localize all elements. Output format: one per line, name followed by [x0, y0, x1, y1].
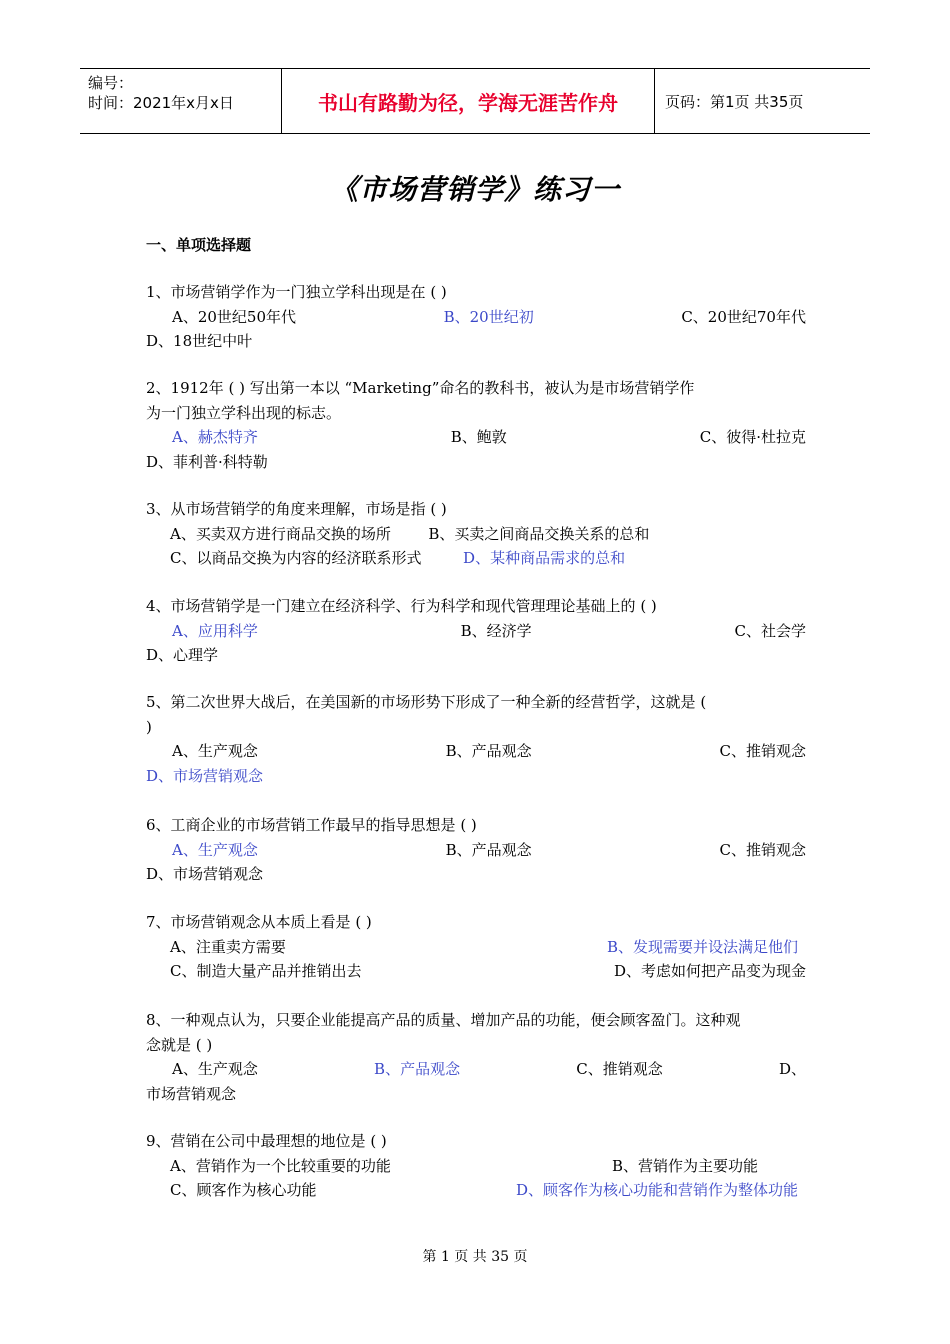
option-d-label: D、	[778, 1060, 806, 1078]
question-2	[146, 376, 806, 474]
option-c: C、20世纪70年代	[681, 307, 806, 326]
option-b: B、买卖之间商品交换关系的总和	[428, 524, 650, 543]
header-page-info: 页码：第1页 共35页	[665, 92, 804, 111]
option-c: C、推销观念	[576, 1060, 663, 1078]
option-c: C、以商品交换为内容的经济联系形式	[170, 549, 422, 567]
option-a: A、生产观念	[172, 742, 258, 760]
option-c: C、顾客作为核心功能	[170, 1181, 317, 1199]
question-text: 7、市场营销观念从本质上看是 ( )	[146, 913, 372, 931]
question-text-cont: 念就是 ( )	[146, 1035, 213, 1054]
options-row	[146, 619, 806, 644]
option-d: D、市场营销观念	[146, 865, 264, 883]
option-c: C、推销观念	[719, 742, 806, 760]
option-b: B、产品观念	[445, 840, 532, 859]
question-text: 5、第二次世界大战后，在美国新的市场形势下形成了一种全新的经营哲学，这就是 (	[146, 693, 707, 711]
option-a: A、买卖双方进行商品交换的场所	[170, 524, 391, 543]
option-d: D、18世纪中叶	[146, 332, 253, 350]
options-row	[146, 522, 806, 547]
options-row	[146, 305, 806, 330]
option-b: B、20世纪初	[443, 307, 534, 326]
header-left-cell	[80, 69, 282, 133]
question-text: 1、市场营销学作为一门独立学科出现是在 ( )	[146, 283, 447, 301]
option-d: D、菲利普·科特勒	[146, 452, 268, 471]
time-label: 时间：2021年x月x日	[88, 94, 234, 112]
question-text-cont: )	[146, 717, 152, 736]
question-9	[146, 1129, 806, 1203]
header-motto: 书山有路勤为径，学海无涯苦作舟	[282, 69, 655, 133]
options-row	[146, 959, 806, 984]
options-row	[146, 935, 806, 960]
option-b: B、发现需要并设法满足他们	[606, 937, 798, 956]
option-c: C、彼得·杜拉克	[699, 428, 806, 446]
question-text: 2、1912年 ( ) 写出第一本以 “Marketing”命名的教科书，被认为是市场营销学作	[146, 379, 695, 397]
options-row	[146, 546, 806, 571]
question-1	[146, 280, 806, 354]
option-d: D、顾客作为核心功能和营销作为整体功能	[515, 1181, 798, 1199]
question-text: 6、工商企业的市场营销工作最早的指导思想是 ( )	[146, 816, 477, 834]
option-d: D、市场营销观念	[146, 766, 264, 785]
question-8	[146, 1008, 806, 1106]
option-a: A、生产观念	[172, 840, 258, 859]
option-d: D、某种商品需求的总和	[463, 549, 626, 567]
option-d: D、心理学	[146, 646, 219, 664]
question-text-cont: 为一门独立学科出现的标志。	[146, 403, 342, 422]
option-b: B、营销作为主要功能	[611, 1156, 758, 1175]
question-text: 3、从市场营销学的角度来理解，市场是指 ( )	[146, 500, 447, 518]
options-row	[146, 1057, 806, 1082]
question-text: 9、营销在公司中最理想的地位是 ( )	[146, 1132, 387, 1150]
question-text: 8、一种观点认为，只要企业能提高产品的质量、增加产品的功能，便会顾客盈门。这种观	[146, 1011, 741, 1029]
option-a: A、生产观念	[172, 1060, 258, 1078]
option-a: A、营销作为一个比较重要的功能	[170, 1156, 391, 1175]
number-label: 编号：	[88, 74, 134, 92]
option-a: A、20世纪50年代	[172, 307, 297, 326]
options-row	[146, 739, 806, 764]
question-6	[146, 813, 806, 887]
option-c: C、推销观念	[719, 840, 806, 859]
question-text: 4、市场营销学是一门建立在经济科学、行为科学和现代管理理论基础上的 ( )	[146, 597, 657, 615]
options-row	[146, 425, 806, 450]
option-b: B、经济学	[460, 621, 532, 640]
document-title: 《市场营销学》练习一	[329, 173, 620, 206]
option-a: A、注重卖方需要	[170, 937, 286, 956]
options-row	[146, 1178, 806, 1203]
option-d: 市场营销观念	[146, 1084, 237, 1103]
question-3	[146, 497, 806, 571]
option-c: C、制造大量产品并推销出去	[170, 962, 362, 980]
option-a: A、赫杰特齐	[172, 428, 258, 446]
option-b: B、产品观念	[374, 1060, 461, 1078]
question-5	[146, 690, 806, 788]
option-b: B、鲍敦	[450, 428, 507, 446]
options-row	[146, 1154, 806, 1179]
page-footer: 第 1 页 共 35 页	[422, 1249, 528, 1265]
page-header	[80, 68, 870, 134]
options-row	[146, 838, 806, 863]
section-heading: 一、单项选择题	[146, 236, 252, 254]
question-4	[146, 594, 806, 668]
option-b: B、产品观念	[445, 742, 532, 760]
question-7	[146, 910, 806, 984]
option-a: A、应用科学	[172, 621, 258, 640]
option-c: C、社会学	[734, 621, 806, 640]
option-d: D、考虑如何把产品变为现金	[613, 962, 806, 980]
